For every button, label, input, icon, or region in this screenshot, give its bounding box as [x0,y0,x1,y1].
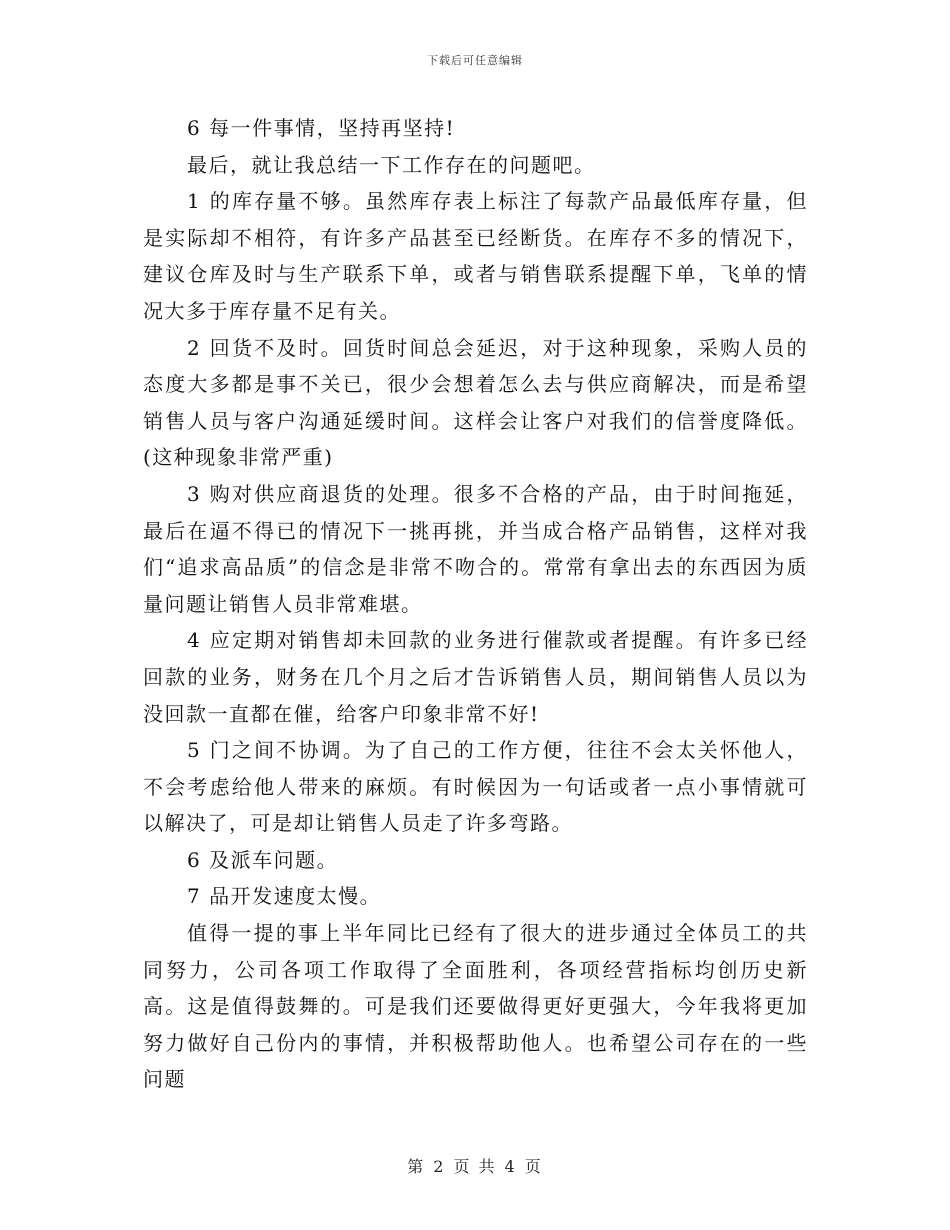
paragraph: 值得一提的事上半年同比已经有了很大的进步通过全体员工的共同努力，公司各项工作取得了全面胜利，各项经营指标均创历史新高。这是值得鼓舞的。可是我们还要做得更好更强大，今年我将更加努力做好自己份内的事情，并积极帮助他人。也希望公司存在的一些问题 [143,921,808,1092]
document-body [143,110,808,1098]
paragraph: 7 品开发速度太慢。 [187,884,382,909]
footer-mid: 页 共 [453,1157,497,1176]
paragraph: 1 的库存量不够。虽然库存表上标注了每款产品最低库存量，但是实际却不相符，有许多产品甚至已经断货。在库存不多的情况下，建议仓库及时与生产联系下单，或者与销售联系提醒下单，飞单的情况大多于库存量不足有关。 [143,189,808,323]
paragraph: 6 每一件事情，坚持再坚持! [187,116,456,140]
paragraph: 5 门之间不协调。为了自己的工作方便，往往不会太关怀他人，不会考虑给他人带来的麻烦。有时候因为一句话或者一点小事情就可以解决了，可是却让销售人员走了许多弯路。 [143,738,808,836]
footer-prefix: 第 [407,1157,426,1176]
page-number: 2 [433,1157,446,1176]
paragraph: 4 应定期对销售却未回款的业务进行催款或者提醒。有许多已经回款的业务，财务在几个月之后才告诉销售人员，期间销售人员以为没回款一直都在催，给客户印象非常不好! [143,628,808,726]
page-footer [0,1154,950,1177]
page-header: 下载后可任意编辑 [427,54,523,67]
footer-suffix: 页 [524,1157,543,1176]
paragraph: 3 购对供应商退货的处理。很多不合格的产品，由于时间拖延，最后在逼不得已的情况下一挑再挑，并当成合格产品销售，这样对我们“追求高品质”的信念是非常不吻合的。常常有拿出去的东西因为质量问题让销售人员非常难堪。 [143,481,808,616]
paragraph: 最后，就让我总结一下工作存在的问题吧。 [187,152,596,177]
paragraph: 2 回货不及时。回货时间总会延迟，对于这种现象，采购人员的态度大多都是事不关已，很少会想着怎么去与供应商解决，而是希望销售人员与客户沟通延缓时间。这样会让客户对我们的信誉度降低。(这种现象非常严重) [143,335,808,470]
total-pages: 4 [504,1157,517,1176]
paragraph: 6 及派车问题。 [187,847,339,872]
